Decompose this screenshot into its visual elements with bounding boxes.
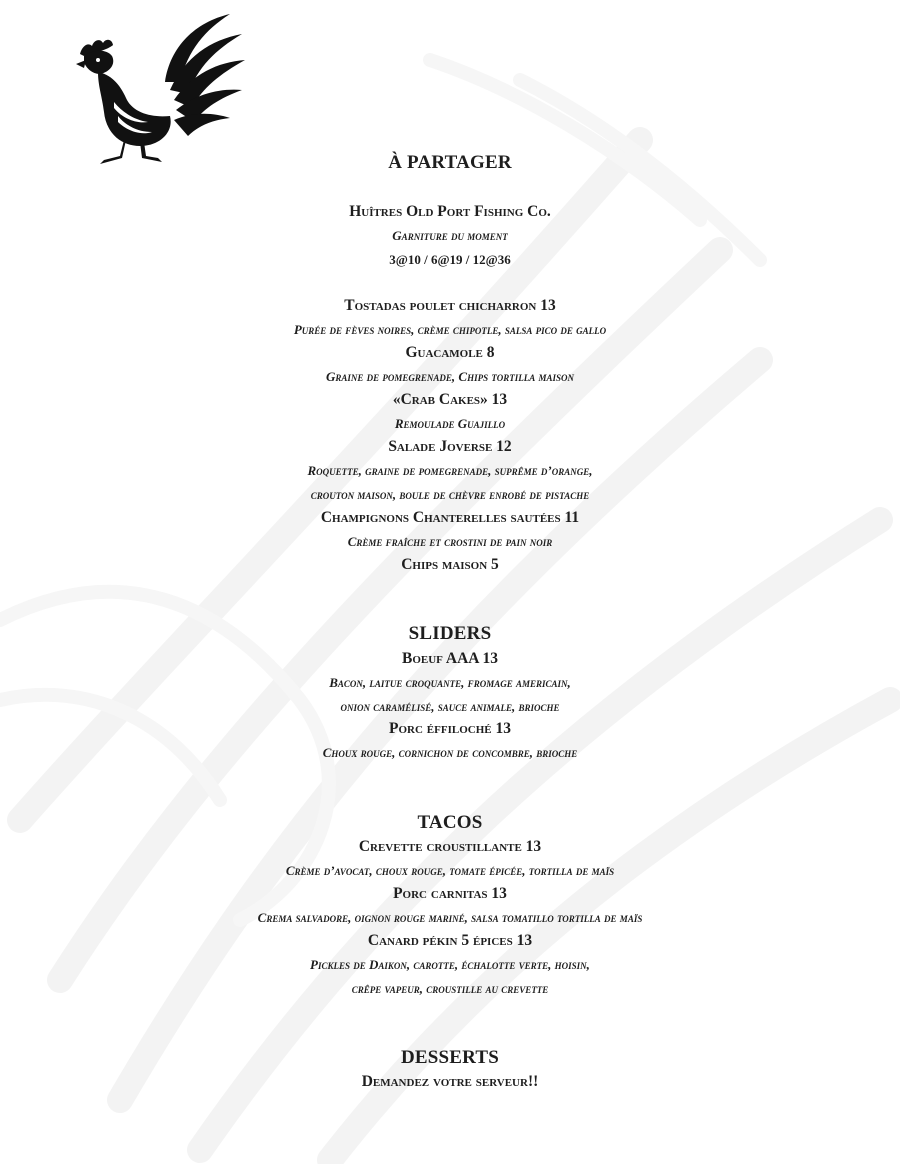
item-name-carnitas: Porc carnitas 13: [393, 885, 507, 902]
rooster-icon: [70, 12, 245, 167]
item-desc-champignons: Crème fraîche et crostini de pain noir: [347, 534, 553, 549]
item-desc-canard-1: Pickles de Daikon, carotte, échalotte verte, hoisin,: [310, 957, 590, 972]
item-desc-tostadas: Purée de fèves noires, crème chipotle, salsa pico de gallo: [293, 322, 607, 337]
section-title-desserts: DESSERTS: [400, 1047, 500, 1068]
item-prices-huitres: 3@10 / 6@19 / 12@36: [389, 252, 511, 267]
item-name-crab-cakes: «Crab Cakes» 13: [392, 391, 508, 408]
item-desc-boeuf-2: onion caramélisé, sauce animale, brioche: [340, 699, 560, 714]
item-name-crevette: Crevette croustillante 13: [358, 838, 542, 855]
section-title-sliders: SLIDERS: [408, 623, 492, 644]
item-name-boeuf: Boeuf AAA 13: [401, 650, 498, 667]
item-name-guacamole: Guacamole 8: [405, 344, 495, 361]
item-desc-boeuf-1: Bacon, laitue croquante, fromage americain,: [329, 675, 571, 690]
item-desc-porc-effiloche: Choux rouge, cornichon de concombre, brioche: [322, 745, 578, 760]
item-desc-crevette: Crème d’avocat, choux rouge, tomate épicée, tortilla de maïs: [285, 863, 615, 878]
item-desc-crab-cakes: Remoulade Guajillo: [394, 416, 506, 431]
item-desc-carnitas: Crema salvadore, oignon rouge mariné, salsa tomatillo tortilla de maïs: [257, 910, 643, 925]
section-title-tacos: TACOS: [417, 812, 483, 833]
item-name-huitres: Huîtres Old Port Fishing Co.: [349, 203, 551, 220]
item-name-canard: Canard pékin 5 épices 13: [367, 932, 533, 949]
item-name-porc-effiloche: Porc éffiloché 13: [389, 720, 511, 737]
item-desc-guacamole: Graine de pomegrenade, Chips tortilla maison: [326, 369, 574, 384]
item-name-salade: Salade Joverse 12: [388, 438, 512, 455]
item-desc-canard-2: crêpe vapeur, croustille au crevette: [351, 981, 549, 996]
item-name-tostadas: Tostadas poulet chicharron 13: [344, 297, 556, 314]
item-desc-huitres: Garniture du moment: [392, 228, 508, 243]
item-name-chips: Chips maison 5: [401, 556, 499, 573]
item-name-champignons: Champignons Chanterelles sautées 11: [320, 509, 580, 526]
desserts-note: Demandez votre serveur!!: [361, 1073, 539, 1090]
item-desc-salade-1: Roquette, graine de pomegrenade, suprême d’orange,: [307, 463, 593, 478]
item-desc-salade-2: crouton maison, boule de chèvre enrobé de pistache: [310, 487, 590, 502]
section-title-partager: À PARTAGER: [388, 152, 512, 173]
